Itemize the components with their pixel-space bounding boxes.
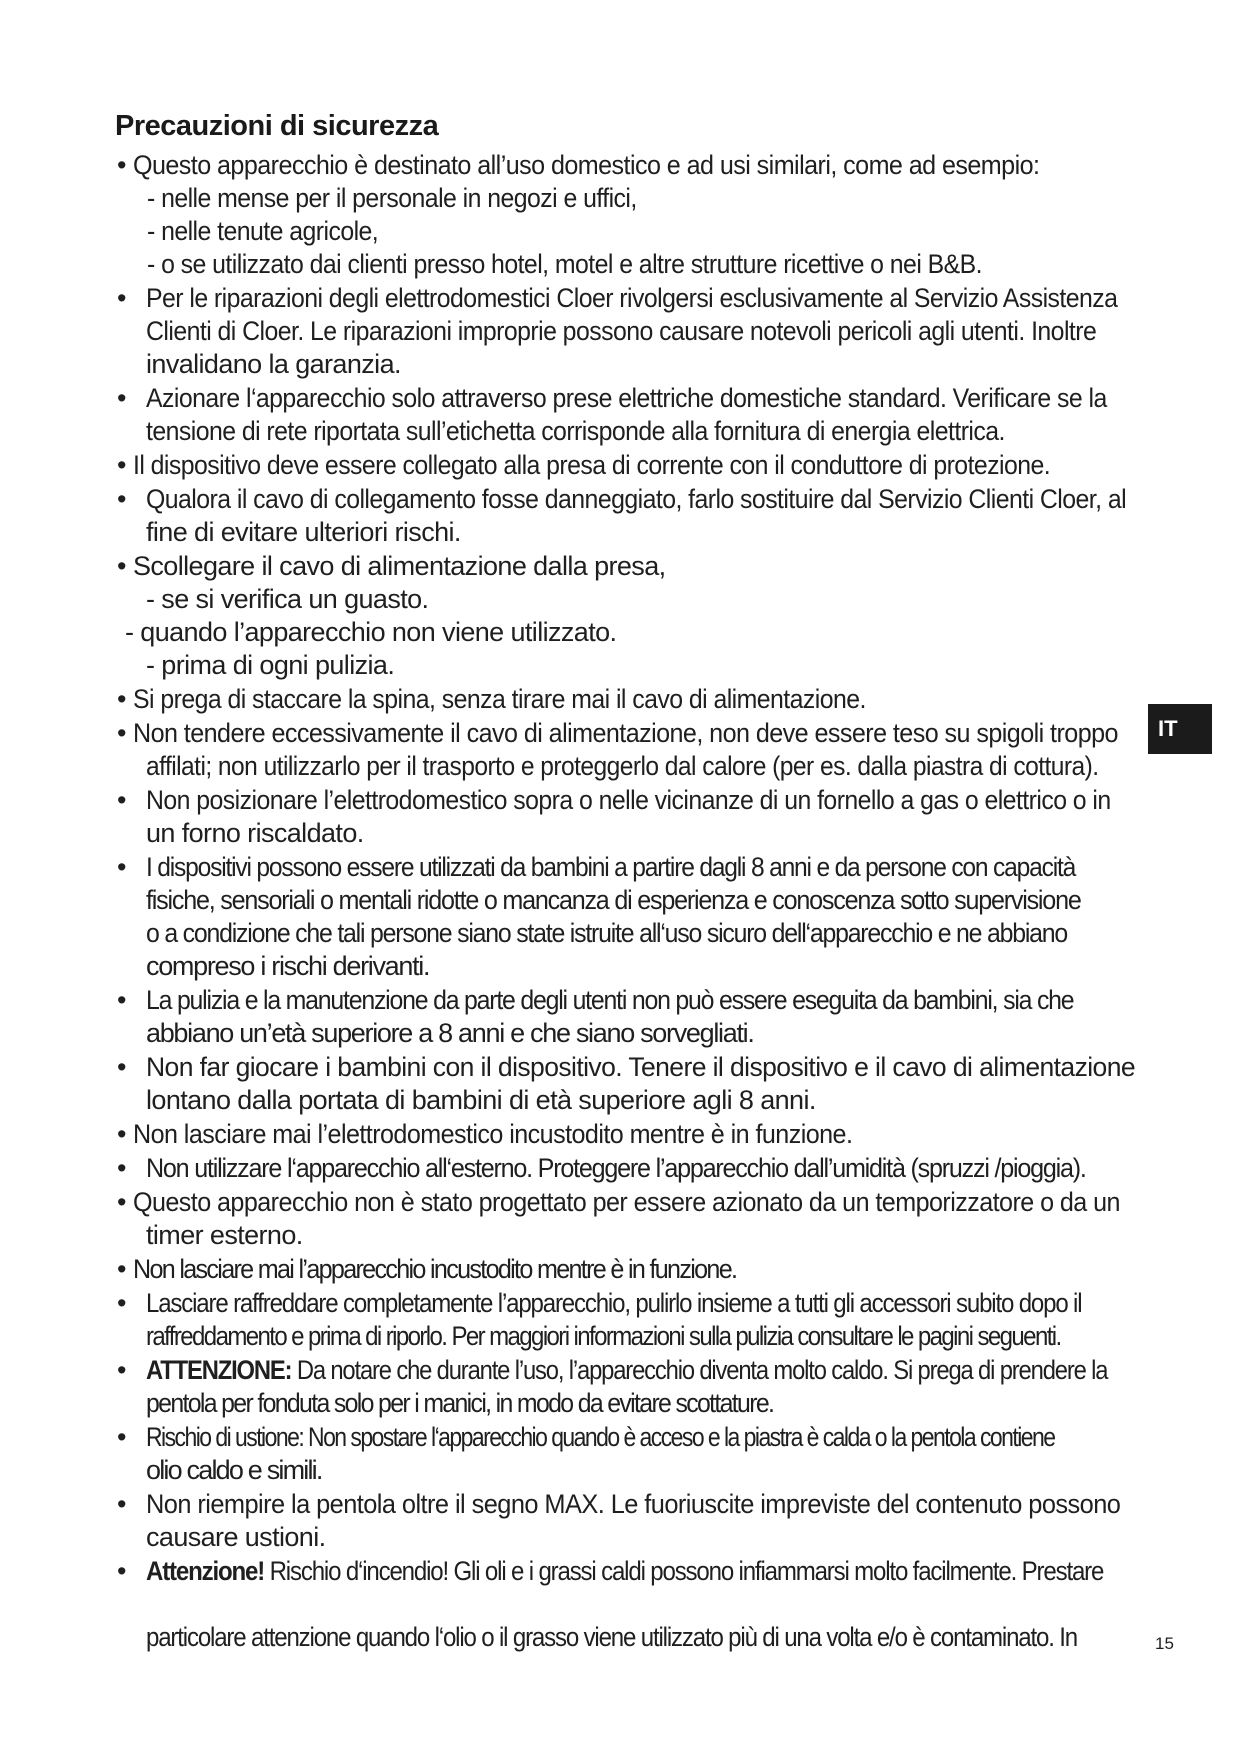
- bullet-marker: •: [117, 150, 126, 180]
- safety-subitem-line: - quando l’apparecchio non viene utilizzato.: [125, 617, 617, 647]
- safety-text-line: Attenzione! Rischio d‘incendio! Gli oli e i grassi caldi possono infiammarsi molto facilmente. Prestare: [146, 1556, 1104, 1586]
- safety-text-line: invalidano la garanzia.: [146, 349, 401, 379]
- safety-text-line: lontano dalla portata di bambini di età superiore agli 8 anni.: [146, 1085, 816, 1115]
- safety-text-line: Azionare l‘apparecchio solo attraverso prese elettriche domestiche standard. Verificare se la: [146, 383, 1107, 413]
- bullet-marker: •: [117, 852, 126, 882]
- page-number: 15: [1155, 1634, 1174, 1653]
- safety-text-line: I dispositivi possono essere utilizzati da bambini a partire dagli 8 anni e da persone con capacità: [146, 852, 1076, 882]
- safety-text-line: Scollegare il cavo di alimentazione dalla presa,: [133, 551, 666, 581]
- safety-subitem-line: - nelle mense per il personale in negozi e uffici,: [147, 183, 637, 213]
- safety-text-line: Rischio di ustione: Non spostare l‘apparecchio quando è acceso e la piastra è calda o la pentola contiene: [146, 1422, 1055, 1452]
- bullet-marker: •: [117, 1052, 126, 1082]
- safety-text-line: ATTENZIONE: Da notare che durante l’uso, l’apparecchio diventa molto caldo. Si prega di prendere la: [146, 1355, 1108, 1385]
- bullet-marker: •: [117, 1254, 126, 1284]
- safety-text-line: affilati; non utilizzarlo per il trasporto e proteggerlo dal calore (per es. dalla piastra di cottura).: [146, 751, 1099, 781]
- safety-subitem-line: - prima di ogni pulizia.: [146, 650, 395, 680]
- safety-text-line: tensione di rete riportata sull’etichetta corrisponde alla fornitura di energia elettrica.: [146, 416, 1005, 446]
- safety-text-line: Non utilizzare l‘apparecchio all‘esterno. Proteggere l’apparecchio dall’umidità (spruzzi /pioggia).: [146, 1153, 1086, 1183]
- safety-text-line: raffreddamento e prima di riporlo. Per maggiori informazioni sulla pulizia consultare le pagini seguenti.: [146, 1321, 1061, 1351]
- bullet-marker: •: [117, 551, 126, 581]
- bullet-marker: •: [117, 283, 126, 313]
- bullet-marker: •: [117, 383, 126, 413]
- safety-subitem-line: - se si verifica un guasto.: [146, 584, 429, 614]
- safety-text-line: Questo apparecchio non è stato progettato per essere azionato da un temporizzatore o da un: [133, 1187, 1120, 1217]
- safety-text-line: Non posizionare l’elettrodomestico sopra o nelle vicinanze di un fornello a gas o elettrico o in: [146, 785, 1111, 815]
- safety-text-line: La pulizia e la manutenzione da parte degli utenti non può essere eseguita da bambini, sia che: [146, 985, 1074, 1015]
- safety-text-line: o a condizione che tali persone siano state istruite all‘uso sicuro dell‘apparecchio e ne abbiano: [146, 918, 1068, 948]
- safety-text-line: Non riempire la pentola oltre il segno MAX. Le fuoriuscite impreviste del contenuto possono: [146, 1489, 1121, 1519]
- bullet-marker: •: [117, 1355, 126, 1385]
- safety-text-line: fine di evitare ulteriori rischi.: [146, 517, 461, 547]
- safety-text-line: olio caldo e simili.: [146, 1455, 322, 1485]
- safety-subitem-line: - nelle tenute agricole,: [147, 216, 379, 246]
- safety-text-line: causare ustioni.: [146, 1522, 326, 1552]
- safety-text-line: Qualora il cavo di collegamento fosse danneggiato, farlo sostituire dal Servizio Clienti Cloer, al: [146, 484, 1127, 514]
- safety-text-line: Non lasciare mai l’elettrodomestico incustodito mentre è in funzione.: [133, 1119, 853, 1149]
- attention-label: ATTENZIONE:: [146, 1355, 292, 1385]
- bullet-marker: •: [117, 718, 126, 748]
- bullet-marker: •: [117, 1489, 126, 1519]
- bullet-marker: •: [117, 450, 126, 480]
- safety-text-line: abbiano un’età superiore a 8 anni e che siano sorvegliati.: [146, 1018, 754, 1048]
- bullet-marker: •: [117, 1153, 126, 1183]
- safety-text-line: timer esterno.: [146, 1220, 303, 1250]
- safety-text-line: Non tendere eccessivamente il cavo di alimentazione, non deve essere teso su spigoli troppo: [133, 718, 1118, 748]
- bullet-marker: •: [117, 684, 126, 714]
- bullet-marker: •: [117, 1422, 126, 1452]
- safety-text-line: Il dispositivo deve essere collegato alla presa di corrente con il conduttore di protezione.: [133, 450, 1051, 480]
- safety-text-line: Per le riparazioni degli elettrodomestici Cloer rivolgersi esclusivamente al Servizio Assistenza: [146, 283, 1118, 313]
- safety-text-line: Non lasciare mai l’apparecchio incustodito mentre è in funzione.: [133, 1254, 737, 1284]
- safety-text-line: un forno riscaldato.: [146, 818, 364, 848]
- bullet-marker: •: [117, 484, 126, 514]
- bullet-marker: •: [117, 785, 126, 815]
- bullet-marker: •: [117, 1119, 126, 1149]
- safety-text-line: Clienti di Cloer. Le riparazioni improprie possono causare notevoli pericoli agli utenti. Inoltre: [146, 316, 1097, 346]
- safety-text-line: compreso i rischi derivanti.: [146, 951, 430, 981]
- safety-subitem-line: - o se utilizzato dai clienti presso hotel, motel e altre strutture ricettive o nei B&B.: [147, 249, 983, 279]
- safety-text-line: pentola per fonduta solo per i manici, in modo da evitare scottature.: [146, 1388, 774, 1418]
- safety-text-line: particolare attenzione quando l‘olio o il grasso viene utilizzato più di una volta e/o è contaminato. In: [146, 1622, 1077, 1652]
- bullet-marker: •: [117, 1187, 126, 1217]
- section-title: Precauzioni di sicurezza: [115, 110, 439, 142]
- safety-text-line: fisiche, sensoriali o mentali ridotte o mancanza di esperienza e conoscenza sotto supervisione: [146, 885, 1081, 915]
- attention-label: Attenzione!: [146, 1556, 265, 1586]
- bullet-marker: •: [117, 985, 126, 1015]
- safety-text-line: Lasciare raffreddare completamente l’apparecchio, pulirlo insieme a tutti gli accessori subito dopo il: [146, 1288, 1082, 1318]
- bullet-marker: •: [117, 1556, 126, 1586]
- bullet-marker: •: [117, 1288, 126, 1318]
- language-tab: IT: [1148, 704, 1212, 754]
- safety-text-line: Questo apparecchio è destinato all’uso domestico e ad usi similari, come ad esempio:: [133, 150, 1040, 180]
- safety-text-line: Si prega di staccare la spina, senza tirare mai il cavo di alimentazione.: [133, 684, 866, 714]
- safety-text-line: Non far giocare i bambini con il dispositivo. Tenere il dispositivo e il cavo di alimentazione: [146, 1052, 1136, 1082]
